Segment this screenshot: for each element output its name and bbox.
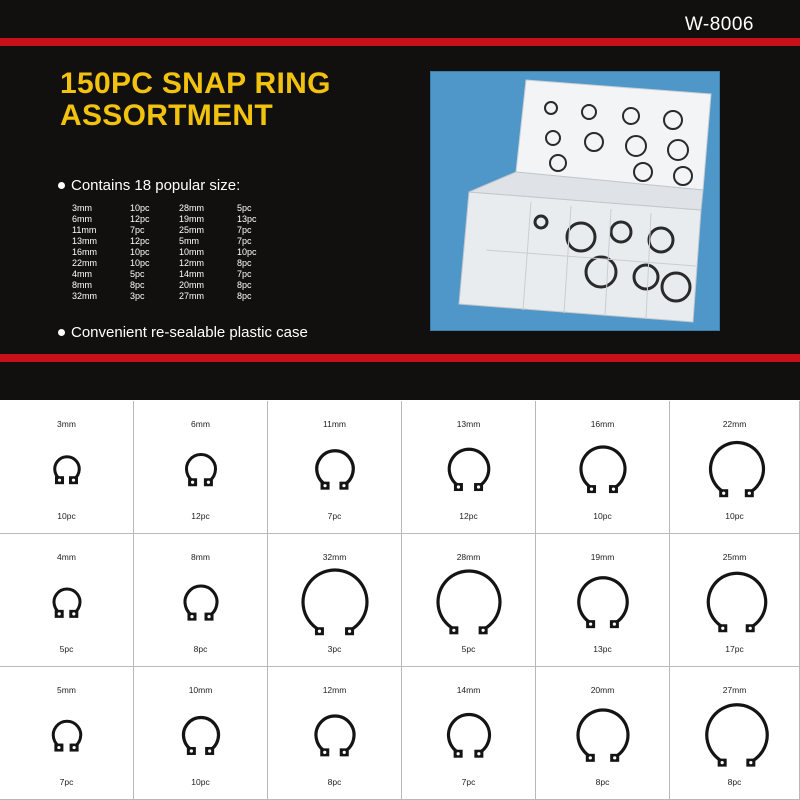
ring-size-label: 6mm [191,419,210,429]
ring-quantity-label: 12pc [459,511,478,521]
quantity-value: 13pc [237,214,257,224]
ring-quantity-label: 12pc [191,511,210,521]
quantity-value: 7pc [237,269,252,279]
quantity-value: 10pc [237,247,257,257]
ring-cell [536,401,670,534]
ring-quantity-label: 17pc [725,644,744,654]
ring-quantity-label: 13pc [593,644,612,654]
bullet-dot-icon [58,182,65,189]
ring-cell [0,667,134,800]
product-title [60,68,331,132]
ring-body [581,447,625,489]
ring-quantity-label: 10pc [191,777,210,787]
ring-size-label: 19mm [590,552,615,562]
ring-hole [749,627,752,630]
product-photo [430,71,720,331]
ring-quantity-label: 7pc [461,777,476,787]
ring-size-label: 10mm [188,685,213,695]
ring-hole [318,630,321,633]
ring-cell [268,534,402,667]
ring-body [707,705,768,763]
ring-hole [57,746,60,749]
size-value: 27mm [179,291,205,301]
ring-hole [749,761,752,764]
red-stripe-bottom [0,354,800,362]
ring-hole [721,761,724,764]
ring-cell [268,401,402,534]
ring-cell [670,667,800,800]
ring-body [317,451,354,486]
ring-quantity-label: 5pc [461,644,476,654]
ring-hole [190,749,193,752]
ring-body [303,570,367,631]
ring-hole [721,627,724,630]
size-value: 11mm [72,225,97,235]
ring-hole [58,479,61,482]
ring-body [184,718,219,751]
model-number: W-8006 [684,14,754,35]
size-value: 5mm [179,236,199,246]
ring-body [185,586,217,617]
ring-size-label: 14mm [456,685,481,695]
ring-hole [590,487,593,490]
ring-size-label: 32mm [322,552,347,562]
quantity-value: 7pc [130,225,145,235]
ring-hole [589,756,592,759]
ring-size-grid [0,401,800,800]
ring-body [708,573,766,628]
size-value: 13mm [72,236,98,246]
quantity-value: 10pc [130,203,150,213]
sizes-table [72,203,267,302]
sizes-table-row [72,236,267,247]
ring-size-label: 11mm [323,419,346,429]
ring-cell [402,534,536,667]
size-value: 4mm [72,269,92,279]
sizes-table-row [72,203,267,214]
ring-body [187,455,216,483]
quantity-value: 7pc [237,225,252,235]
ring-hole [748,492,751,495]
quantity-value: 10pc [130,258,150,268]
quantity-value: 12pc [130,236,150,246]
ring-cell [134,534,268,667]
ring-size-label: 5mm [57,685,76,695]
ring-size-label: 13mm [456,419,481,429]
ring-hole [208,749,211,752]
ring-hole [191,481,194,484]
ring-cell [402,667,536,800]
ring-hole [613,756,616,759]
quantity-value: 10pc [130,247,150,257]
bullet-dot-icon [58,329,65,336]
ring-hole [482,629,485,632]
ring-body [449,715,490,754]
ring-cell [0,401,134,534]
quantity-value: 8pc [237,280,252,290]
ring-body [449,449,489,487]
ring-hole [190,615,193,618]
bullet-case: Convenient re-sealable plastic case [58,324,308,341]
sizes-table-row [72,258,267,269]
ring-hole [207,481,210,484]
ring-hole [72,612,75,615]
size-value: 19mm [179,214,205,224]
ring-quantity-label: 5pc [59,644,74,654]
ring-cell [670,534,800,667]
ring-hole [452,629,455,632]
ring-quantity-label: 3pc [327,644,342,654]
ring-cell [402,401,536,534]
sizes-table-row [72,280,267,291]
ring-size-label: 12mm [322,685,347,695]
ring-size-label: 25mm [722,552,747,562]
size-value: 22mm [72,258,98,268]
size-value: 10mm [179,247,205,257]
ring-hole [73,746,76,749]
ring-body [578,710,628,758]
ring-quantity-label: 8pc [595,777,610,787]
ring-size-label: 20mm [590,685,615,695]
size-value: 14mm [179,269,205,279]
ring-quantity-label: 7pc [59,777,74,787]
size-value: 3mm [72,203,92,213]
ring-cell [268,667,402,800]
ring-body [316,716,354,752]
ring-body [438,571,500,630]
ring-hole [477,752,480,755]
bullet-sizes: Contains 18 popular size: [58,177,240,194]
quantity-value: 12pc [130,214,150,224]
ring-hole [612,487,615,490]
quantity-value: 3pc [130,291,145,301]
ring-quantity-label: 10pc [57,511,76,521]
ring-size-label: 3mm [57,419,76,429]
sizes-table-row [72,269,267,280]
ring-hole [457,752,460,755]
sizes-table-row [72,225,267,236]
quantity-value: 5pc [237,203,252,213]
ring-quantity-label: 8pc [327,777,342,787]
ring-hole [613,623,616,626]
ring-size-label: 22mm [722,419,747,429]
sizes-table-row [72,247,267,258]
ring-hole [72,479,75,482]
quantity-value: 5pc [130,269,145,279]
ring-cell [134,401,268,534]
size-value: 12mm [179,258,205,268]
ring-quantity-label: 8pc [193,644,208,654]
ring-quantity-label: 8pc [727,777,742,787]
size-value: 20mm [179,280,205,290]
quantity-value: 8pc [237,258,252,268]
title-line-1: 150PC SNAP RING [60,67,331,100]
ring-hole [477,485,480,488]
title-line-2: ASSORTMENT [60,99,273,132]
ring-hole [58,612,61,615]
red-stripe-top [0,38,800,46]
ring-cell [536,534,670,667]
ring-size-label: 28mm [456,552,481,562]
ring-hole [342,484,345,487]
ring-body [579,578,628,624]
size-value: 28mm [179,203,205,213]
ring-cell [134,667,268,800]
ring-size-label: 27mm [722,685,747,695]
ring-size-label: 8mm [191,552,210,562]
ring-hole [207,615,210,618]
ring-size-label: 16mm [590,419,615,429]
size-value: 32mm [72,291,98,301]
ring-hole [343,751,346,754]
ring-hole [722,492,725,495]
ring-cell [670,401,800,534]
sizes-table-row [72,214,267,225]
ring-cell [0,534,134,667]
quantity-value: 8pc [130,280,145,290]
size-value: 8mm [72,280,92,290]
ring-quantity-label: 10pc [593,511,612,521]
quantity-value: 8pc [237,291,252,301]
ring-quantity-label: 7pc [327,511,342,521]
ring-cell [536,667,670,800]
size-value: 6mm [72,214,92,224]
ring-hole [323,484,326,487]
size-value: 25mm [179,225,205,235]
quantity-value: 7pc [237,236,252,246]
ring-size-label: 4mm [57,552,76,562]
ring-hole [323,751,326,754]
sizes-table-row [72,291,267,302]
ring-hole [457,485,460,488]
ring-hole [348,630,351,633]
ring-quantity-label: 10pc [725,511,744,521]
ring-hole [589,623,592,626]
size-value: 16mm [72,247,98,257]
ring-body [711,443,764,494]
